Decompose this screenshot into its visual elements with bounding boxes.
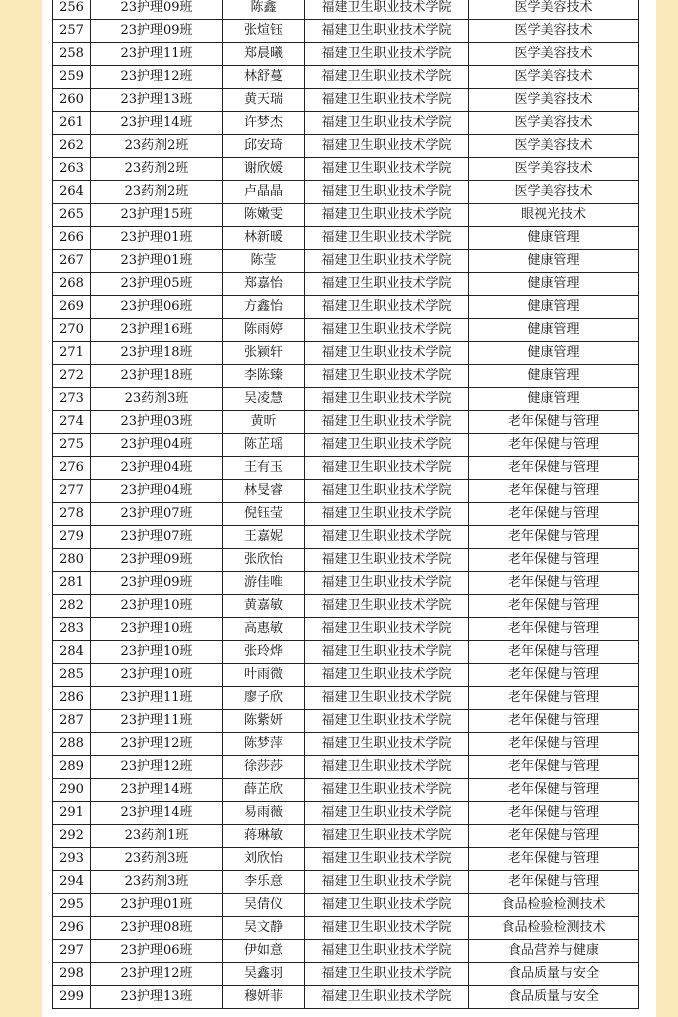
class-cell: 23药剂3班 [91, 848, 223, 871]
table-row [53, 20, 639, 43]
row-number-cell: 269 [53, 296, 91, 319]
table-row [53, 549, 639, 572]
school-cell: 福建卫生职业技术学院 [305, 595, 469, 618]
major-cell: 医学美容技术 [469, 66, 639, 89]
class-cell: 23护理11班 [91, 710, 223, 733]
major-cell: 老年保健与管理 [469, 779, 639, 802]
school-cell: 福建卫生职业技术学院 [305, 687, 469, 710]
school-cell: 福建卫生职业技术学院 [305, 388, 469, 411]
table-row [53, 733, 639, 756]
table-row [53, 388, 639, 411]
school-cell: 福建卫生职业技术学院 [305, 480, 469, 503]
row-number-cell: 285 [53, 664, 91, 687]
table-row [53, 319, 639, 342]
student-name-cell: 伊如意 [223, 940, 305, 963]
major-cell: 医学美容技术 [469, 112, 639, 135]
row-number-cell: 271 [53, 342, 91, 365]
class-cell: 23护理03班 [91, 411, 223, 434]
school-cell: 福建卫生职业技术学院 [305, 112, 469, 135]
school-cell: 福建卫生职业技术学院 [305, 917, 469, 940]
class-cell: 23护理18班 [91, 365, 223, 388]
row-number-cell: 258 [53, 43, 91, 66]
class-cell: 23护理14班 [91, 112, 223, 135]
table-row [53, 894, 639, 917]
table-row [53, 986, 639, 1009]
class-cell: 23护理12班 [91, 733, 223, 756]
class-cell: 23护理01班 [91, 250, 223, 273]
table-row [53, 273, 639, 296]
class-cell: 23护理09班 [91, 572, 223, 595]
school-cell: 福建卫生职业技术学院 [305, 319, 469, 342]
student-name-cell: 张煊钰 [223, 20, 305, 43]
major-cell: 食品检验检测技术 [469, 894, 639, 917]
major-cell: 健康管理 [469, 388, 639, 411]
row-number-cell: 289 [53, 756, 91, 779]
row-number-cell: 280 [53, 549, 91, 572]
row-number-cell: 260 [53, 89, 91, 112]
table-row [53, 848, 639, 871]
class-cell: 23药剂2班 [91, 158, 223, 181]
student-name-cell: 游佳唯 [223, 572, 305, 595]
row-number-cell: 272 [53, 365, 91, 388]
table-row [53, 779, 639, 802]
school-cell: 福建卫生职业技术学院 [305, 526, 469, 549]
student-name-cell: 黄昕 [223, 411, 305, 434]
table-row [53, 526, 639, 549]
major-cell: 食品检验检测技术 [469, 917, 639, 940]
class-cell: 23护理12班 [91, 756, 223, 779]
major-cell: 老年保健与管理 [469, 572, 639, 595]
row-number-cell: 277 [53, 480, 91, 503]
student-name-cell: 张玲烨 [223, 641, 305, 664]
table-row [53, 641, 639, 664]
class-cell: 23护理13班 [91, 89, 223, 112]
table-row [53, 756, 639, 779]
student-name-cell: 吴倩仪 [223, 894, 305, 917]
school-cell: 福建卫生职业技术学院 [305, 135, 469, 158]
major-cell: 医学美容技术 [469, 135, 639, 158]
major-cell: 老年保健与管理 [469, 526, 639, 549]
major-cell: 医学美容技术 [469, 0, 639, 20]
major-cell: 老年保健与管理 [469, 802, 639, 825]
row-number-cell: 266 [53, 227, 91, 250]
major-cell: 老年保健与管理 [469, 618, 639, 641]
row-number-cell: 256 [53, 0, 91, 20]
class-cell: 23药剂3班 [91, 871, 223, 894]
school-cell: 福建卫生职业技术学院 [305, 549, 469, 572]
school-cell: 福建卫生职业技术学院 [305, 986, 469, 1009]
class-cell: 23药剂3班 [91, 388, 223, 411]
school-cell: 福建卫生职业技术学院 [305, 66, 469, 89]
student-name-cell: 吴鑫羽 [223, 963, 305, 986]
row-number-cell: 276 [53, 457, 91, 480]
table-row [53, 204, 639, 227]
major-cell: 老年保健与管理 [469, 710, 639, 733]
class-cell: 23护理09班 [91, 20, 223, 43]
school-cell: 福建卫生职业技术学院 [305, 227, 469, 250]
student-name-cell: 张颍轩 [223, 342, 305, 365]
table-row [53, 66, 639, 89]
table-row [53, 618, 639, 641]
class-cell: 23护理14班 [91, 802, 223, 825]
table-row [53, 572, 639, 595]
student-name-cell: 邱安琦 [223, 135, 305, 158]
student-name-cell: 倪钰莹 [223, 503, 305, 526]
student-name-cell: 吴凌慧 [223, 388, 305, 411]
school-cell: 福建卫生职业技术学院 [305, 894, 469, 917]
major-cell: 老年保健与管理 [469, 549, 639, 572]
student-name-cell: 徐莎莎 [223, 756, 305, 779]
school-cell: 福建卫生职业技术学院 [305, 181, 469, 204]
class-cell: 23护理07班 [91, 526, 223, 549]
student-name-cell: 黄天瑞 [223, 89, 305, 112]
row-number-cell: 281 [53, 572, 91, 595]
row-number-cell: 293 [53, 848, 91, 871]
table-row [53, 480, 639, 503]
student-name-cell: 陈鑫 [223, 0, 305, 20]
class-cell: 23护理06班 [91, 940, 223, 963]
student-name-cell: 林新暖 [223, 227, 305, 250]
table-row [53, 802, 639, 825]
school-cell: 福建卫生职业技术学院 [305, 411, 469, 434]
school-cell: 福建卫生职业技术学院 [305, 457, 469, 480]
row-number-cell: 295 [53, 894, 91, 917]
school-cell: 福建卫生职业技术学院 [305, 664, 469, 687]
major-cell: 老年保健与管理 [469, 687, 639, 710]
table-row [53, 342, 639, 365]
class-cell: 23护理13班 [91, 986, 223, 1009]
row-number-cell: 288 [53, 733, 91, 756]
student-name-cell: 叶雨微 [223, 664, 305, 687]
student-name-cell: 王有玉 [223, 457, 305, 480]
row-number-cell: 283 [53, 618, 91, 641]
row-number-cell: 268 [53, 273, 91, 296]
table-row [53, 89, 639, 112]
school-cell: 福建卫生职业技术学院 [305, 296, 469, 319]
school-cell: 福建卫生职业技术学院 [305, 710, 469, 733]
student-name-cell: 方鑫怡 [223, 296, 305, 319]
table-row [53, 296, 639, 319]
student-name-cell: 陈嫩雯 [223, 204, 305, 227]
table-row [53, 664, 639, 687]
major-cell: 健康管理 [469, 319, 639, 342]
major-cell: 健康管理 [469, 227, 639, 250]
school-cell: 福建卫生职业技术学院 [305, 365, 469, 388]
class-cell: 23护理11班 [91, 687, 223, 710]
class-cell: 23护理15班 [91, 204, 223, 227]
table-row [53, 112, 639, 135]
row-number-cell: 287 [53, 710, 91, 733]
school-cell: 福建卫生职业技术学院 [305, 0, 469, 20]
class-cell: 23护理05班 [91, 273, 223, 296]
student-name-cell: 陈紫妍 [223, 710, 305, 733]
class-cell: 23护理10班 [91, 664, 223, 687]
row-number-cell: 279 [53, 526, 91, 549]
major-cell: 老年保健与管理 [469, 595, 639, 618]
row-number-cell: 262 [53, 135, 91, 158]
student-name-cell: 易雨薇 [223, 802, 305, 825]
student-name-cell: 卢晶晶 [223, 181, 305, 204]
student-name-cell: 李陈臻 [223, 365, 305, 388]
table-row [53, 43, 639, 66]
class-cell: 23护理04班 [91, 434, 223, 457]
table-row [53, 158, 639, 181]
class-cell: 23护理04班 [91, 457, 223, 480]
row-number-cell: 282 [53, 595, 91, 618]
school-cell: 福建卫生职业技术学院 [305, 940, 469, 963]
school-cell: 福建卫生职业技术学院 [305, 572, 469, 595]
class-cell: 23护理18班 [91, 342, 223, 365]
table-row [53, 963, 639, 986]
student-name-cell: 黄嘉敏 [223, 595, 305, 618]
school-cell: 福建卫生职业技术学院 [305, 158, 469, 181]
class-cell: 23护理01班 [91, 894, 223, 917]
row-number-cell: 263 [53, 158, 91, 181]
row-number-cell: 284 [53, 641, 91, 664]
major-cell: 健康管理 [469, 296, 639, 319]
table-row [53, 365, 639, 388]
major-cell: 食品营养与健康 [469, 940, 639, 963]
table-row [53, 135, 639, 158]
major-cell: 老年保健与管理 [469, 848, 639, 871]
row-number-cell: 286 [53, 687, 91, 710]
table-row [53, 0, 639, 20]
class-cell: 23护理12班 [91, 66, 223, 89]
school-cell: 福建卫生职业技术学院 [305, 342, 469, 365]
row-number-cell: 298 [53, 963, 91, 986]
class-cell: 23护理14班 [91, 779, 223, 802]
school-cell: 福建卫生职业技术学院 [305, 273, 469, 296]
row-number-cell: 291 [53, 802, 91, 825]
major-cell: 健康管理 [469, 250, 639, 273]
student-name-cell: 陈梦萍 [223, 733, 305, 756]
row-number-cell: 270 [53, 319, 91, 342]
table-row [53, 503, 639, 526]
major-cell: 眼视光技术 [469, 204, 639, 227]
row-number-cell: 274 [53, 411, 91, 434]
class-cell: 23护理08班 [91, 917, 223, 940]
row-number-cell: 275 [53, 434, 91, 457]
school-cell: 福建卫生职业技术学院 [305, 204, 469, 227]
document-page [42, 0, 656, 1017]
row-number-cell: 292 [53, 825, 91, 848]
major-cell: 健康管理 [469, 273, 639, 296]
table-row [53, 434, 639, 457]
student-name-cell: 许梦杰 [223, 112, 305, 135]
major-cell: 老年保健与管理 [469, 756, 639, 779]
school-cell: 福建卫生职业技术学院 [305, 503, 469, 526]
class-cell: 23护理10班 [91, 618, 223, 641]
school-cell: 福建卫生职业技术学院 [305, 733, 469, 756]
school-cell: 福建卫生职业技术学院 [305, 871, 469, 894]
major-cell: 老年保健与管理 [469, 457, 639, 480]
table-row [53, 595, 639, 618]
school-cell: 福建卫生职业技术学院 [305, 779, 469, 802]
table-row [53, 940, 639, 963]
row-number-cell: 265 [53, 204, 91, 227]
school-cell: 福建卫生职业技术学院 [305, 963, 469, 986]
student-name-cell: 林舒蔓 [223, 66, 305, 89]
major-cell: 老年保健与管理 [469, 411, 639, 434]
row-number-cell: 296 [53, 917, 91, 940]
row-number-cell: 273 [53, 388, 91, 411]
school-cell: 福建卫生职业技术学院 [305, 802, 469, 825]
class-cell: 23护理16班 [91, 319, 223, 342]
school-cell: 福建卫生职业技术学院 [305, 434, 469, 457]
major-cell: 食品质量与安全 [469, 963, 639, 986]
student-name-cell: 陈雨婷 [223, 319, 305, 342]
row-number-cell: 290 [53, 779, 91, 802]
row-number-cell: 264 [53, 181, 91, 204]
student-name-cell: 吴文静 [223, 917, 305, 940]
school-cell: 福建卫生职业技术学院 [305, 756, 469, 779]
major-cell: 医学美容技术 [469, 89, 639, 112]
roster-table [52, 0, 639, 1009]
major-cell: 医学美容技术 [469, 158, 639, 181]
school-cell: 福建卫生职业技术学院 [305, 848, 469, 871]
class-cell: 23护理09班 [91, 0, 223, 20]
major-cell: 老年保健与管理 [469, 733, 639, 756]
row-number-cell: 294 [53, 871, 91, 894]
student-name-cell: 蒋琳敏 [223, 825, 305, 848]
table-row [53, 250, 639, 273]
major-cell: 健康管理 [469, 342, 639, 365]
major-cell: 老年保健与管理 [469, 825, 639, 848]
table-row [53, 457, 639, 480]
class-cell: 23护理12班 [91, 963, 223, 986]
row-number-cell: 297 [53, 940, 91, 963]
student-name-cell: 谢欣媛 [223, 158, 305, 181]
roster-body [53, 0, 639, 1009]
school-cell: 福建卫生职业技术学院 [305, 641, 469, 664]
student-name-cell: 王嘉妮 [223, 526, 305, 549]
major-cell: 老年保健与管理 [469, 664, 639, 687]
student-name-cell: 薛芷欣 [223, 779, 305, 802]
major-cell: 医学美容技术 [469, 43, 639, 66]
student-name-cell: 郑晨曦 [223, 43, 305, 66]
class-cell: 23药剂2班 [91, 181, 223, 204]
table-row [53, 871, 639, 894]
school-cell: 福建卫生职业技术学院 [305, 20, 469, 43]
major-cell: 健康管理 [469, 365, 639, 388]
class-cell: 23护理04班 [91, 480, 223, 503]
student-name-cell: 高惠敏 [223, 618, 305, 641]
class-cell: 23护理07班 [91, 503, 223, 526]
row-number-cell: 299 [53, 986, 91, 1009]
student-name-cell: 李乐意 [223, 871, 305, 894]
table-row [53, 687, 639, 710]
student-name-cell: 刘欣怡 [223, 848, 305, 871]
school-cell: 福建卫生职业技术学院 [305, 825, 469, 848]
school-cell: 福建卫生职业技术学院 [305, 43, 469, 66]
major-cell: 医学美容技术 [469, 181, 639, 204]
student-name-cell: 陈莹 [223, 250, 305, 273]
class-cell: 23护理01班 [91, 227, 223, 250]
class-cell: 23护理09班 [91, 549, 223, 572]
class-cell: 23护理10班 [91, 641, 223, 664]
student-name-cell: 廖子欣 [223, 687, 305, 710]
row-number-cell: 259 [53, 66, 91, 89]
table-row [53, 411, 639, 434]
student-name-cell: 陈芷瑶 [223, 434, 305, 457]
major-cell: 老年保健与管理 [469, 503, 639, 526]
student-name-cell: 穆妍菲 [223, 986, 305, 1009]
row-number-cell: 257 [53, 20, 91, 43]
class-cell: 23药剂1班 [91, 825, 223, 848]
major-cell: 老年保健与管理 [469, 480, 639, 503]
class-cell: 23护理06班 [91, 296, 223, 319]
major-cell: 老年保健与管理 [469, 641, 639, 664]
major-cell: 老年保健与管理 [469, 871, 639, 894]
table-row [53, 710, 639, 733]
row-number-cell: 278 [53, 503, 91, 526]
major-cell: 食品质量与安全 [469, 986, 639, 1009]
class-cell: 23护理11班 [91, 43, 223, 66]
student-name-cell: 林旻睿 [223, 480, 305, 503]
table-row [53, 917, 639, 940]
table-row [53, 181, 639, 204]
student-name-cell: 郑嘉怡 [223, 273, 305, 296]
school-cell: 福建卫生职业技术学院 [305, 89, 469, 112]
student-name-cell: 张欣怡 [223, 549, 305, 572]
row-number-cell: 267 [53, 250, 91, 273]
major-cell: 医学美容技术 [469, 20, 639, 43]
major-cell: 老年保健与管理 [469, 434, 639, 457]
table-row [53, 227, 639, 250]
row-number-cell: 261 [53, 112, 91, 135]
table-row [53, 825, 639, 848]
school-cell: 福建卫生职业技术学院 [305, 618, 469, 641]
class-cell: 23药剂2班 [91, 135, 223, 158]
school-cell: 福建卫生职业技术学院 [305, 250, 469, 273]
class-cell: 23护理10班 [91, 595, 223, 618]
